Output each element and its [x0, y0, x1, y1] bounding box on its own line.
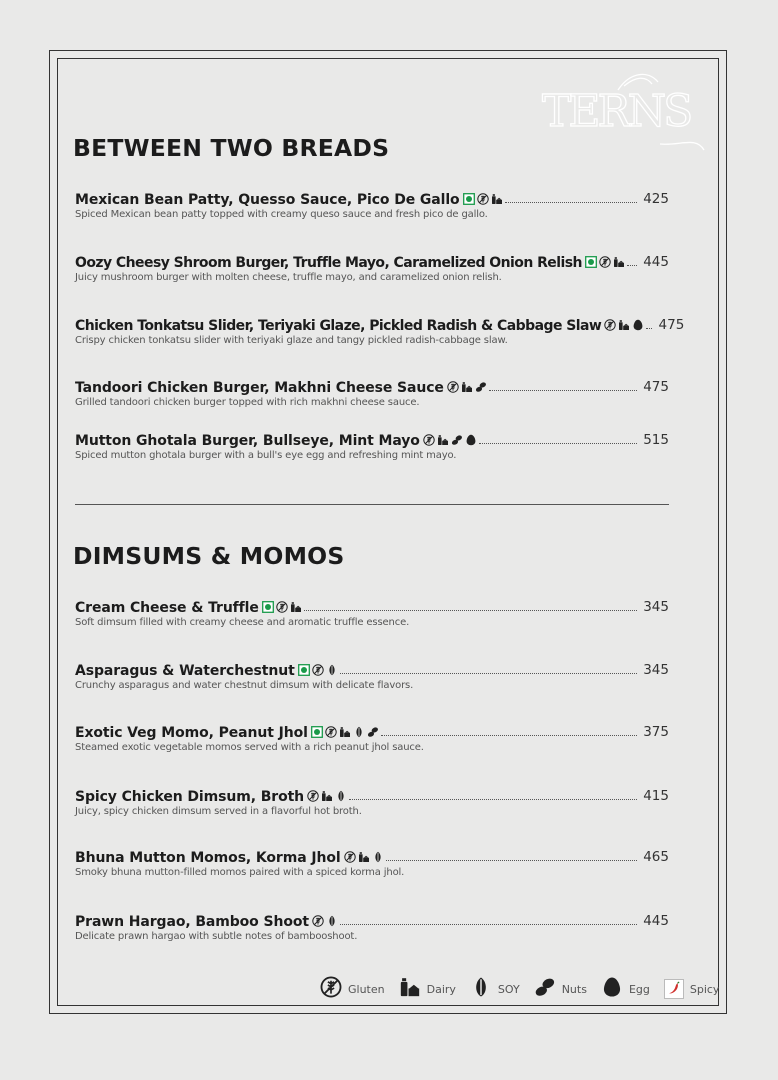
gluten-icon: [423, 434, 435, 446]
soy-icon: [326, 664, 338, 676]
menu-item-description: Juicy, spicy chicken dimsum served in a flavorful hot broth.: [75, 806, 362, 817]
nuts-icon: [367, 726, 379, 738]
menu-item-name: Tandoori Chicken Burger, Makhni Cheese Sauce: [75, 380, 444, 396]
dotted-leader: [489, 390, 637, 391]
allergen-icons: [344, 851, 384, 863]
soy-icon: [470, 976, 492, 1002]
gluten-icon: [325, 726, 337, 738]
legend-label: Nuts: [561, 982, 587, 996]
dairy-icon: [437, 434, 449, 446]
gluten-icon: [447, 381, 459, 393]
gluten-icon: [599, 256, 611, 268]
menu-item: [75, 251, 669, 291]
menu-item-price: 375: [643, 724, 669, 740]
menu-item-description: Spiced mutton ghotala burger with a bull's eye egg and refreshing mint mayo.: [75, 450, 457, 461]
legend-label: Dairy: [426, 982, 456, 996]
dairy-icon: [290, 601, 302, 613]
menu-item-price: 445: [643, 913, 669, 929]
dotted-leader: [340, 924, 637, 925]
menu-item-name: Cream Cheese & Truffle: [75, 600, 259, 616]
legend-label: Spicy: [689, 982, 720, 996]
menu-item-description: Spiced Mexican bean patty topped with creamy queso sauce and fresh pico de gallo.: [75, 209, 488, 220]
menu-item: [75, 785, 669, 825]
nuts-icon: [534, 976, 556, 1002]
section-divider: [75, 504, 669, 505]
menu-item-name: Mexican Bean Patty, Quesso Sauce, Pico De Gallo: [75, 192, 460, 208]
soy-icon: [353, 726, 365, 738]
soy-icon: [335, 790, 347, 802]
menu-item: [75, 376, 669, 416]
terns-logo: [540, 66, 710, 154]
dairy-icon: [461, 381, 473, 393]
menu-item-price: 445: [643, 254, 669, 270]
gluten-icon: [312, 664, 324, 676]
gluten-icon: [320, 976, 342, 1002]
gluten-icon: [276, 601, 288, 613]
egg-icon: [601, 976, 623, 1002]
menu-item: [75, 188, 669, 228]
menu-item-price: 345: [643, 662, 669, 678]
menu-item: [75, 910, 669, 950]
menu-item-description: Smoky bhuna mutton-filled momos paired with a spiced korma jhol.: [75, 867, 405, 878]
veg-icon: [262, 601, 274, 613]
egg-icon: [465, 434, 477, 446]
menu-item-description: Delicate prawn hargao with subtle notes of bambooshoot.: [75, 931, 358, 942]
menu-item-description: Soft dimsum filled with creamy cheese and aromatic truffle essence.: [75, 617, 410, 628]
menu-item-name: Spicy Chicken Dimsum, Broth: [75, 789, 305, 805]
allergen-icons: [447, 381, 487, 393]
veg-icon: [463, 193, 475, 205]
gluten-icon: [477, 193, 489, 205]
menu-item: [75, 846, 669, 886]
dotted-leader: [340, 673, 637, 674]
menu-item-price: 425: [643, 191, 669, 207]
allergen-icons: [307, 790, 347, 802]
menu-item-description: Crunchy asparagus and water chestnut dimsum with delicate flavors.: [75, 680, 414, 691]
nuts-icon: [451, 434, 463, 446]
menu-item-name: Mutton Ghotala Burger, Bullseye, Mint Mayo: [75, 433, 420, 449]
legend-label: Egg: [628, 982, 650, 996]
dairy-icon: [613, 256, 625, 268]
allergen-icons: [585, 256, 625, 268]
menu-item-description: Juicy mushroom burger with molten cheese, truffle mayo, and caramelized onion relish.: [75, 272, 502, 283]
allergen-icons: [262, 601, 302, 613]
nuts-icon: [475, 381, 487, 393]
dairy-icon: [399, 976, 421, 1002]
dairy-icon: [339, 726, 351, 738]
section-title-dimsums: DIMSUMS & MOMOS: [73, 542, 345, 570]
allergen-legend: [320, 976, 727, 1002]
dotted-leader: [381, 735, 637, 736]
dairy-icon: [491, 193, 503, 205]
menu-item-name: Exotic Veg Momo, Peanut Jhol: [75, 725, 308, 741]
allergen-icons: [311, 726, 379, 738]
menu-item-name: Prawn Hargao, Bamboo Shoot: [75, 914, 309, 930]
menu-item: [75, 596, 669, 636]
allergen-icons: [312, 915, 338, 927]
dairy-icon: [618, 319, 630, 331]
dotted-leader: [349, 799, 637, 800]
section-title-breads: BETWEEN TWO BREADS: [73, 134, 390, 162]
menu-item-description: Steamed exotic vegetable momos served with a rich peanut jhol sauce.: [75, 742, 424, 753]
menu-item-price: 345: [643, 599, 669, 615]
dotted-leader: [304, 610, 637, 611]
veg-icon: [585, 256, 597, 268]
dairy-icon: [358, 851, 370, 863]
allergen-icons: [604, 319, 644, 331]
spicy-icon: [664, 979, 684, 999]
gluten-icon: [604, 319, 616, 331]
spicy-icon: [667, 980, 681, 999]
legend-label: Gluten: [348, 982, 385, 996]
legend-spicy: [664, 979, 720, 999]
allergen-icons: [423, 434, 477, 446]
menu-item-price: 415: [643, 788, 669, 804]
menu-item: [75, 721, 669, 761]
gluten-icon: [344, 851, 356, 863]
allergen-icons: [463, 193, 503, 205]
dotted-leader: [479, 443, 637, 444]
logo-text: TERNS: [542, 86, 691, 137]
menu-item-price: 475: [658, 317, 685, 333]
gluten-icon: [307, 790, 319, 802]
dotted-leader: [505, 202, 637, 203]
menu-item-name: Bhuna Mutton Momos, Korma Jhol: [75, 850, 341, 866]
legend-gluten: [320, 976, 385, 1002]
dotted-leader: [386, 860, 637, 861]
dotted-leader: [646, 328, 652, 329]
menu-item: [75, 429, 669, 469]
allergen-icons: [298, 664, 338, 676]
menu-item: [75, 314, 685, 354]
legend-soy: [470, 976, 520, 1002]
menu-item-description: Crispy chicken tonkatsu slider with teriyaki glaze and tangy pickled radish-cabbage slaw.: [75, 335, 508, 346]
gluten-icon: [312, 915, 324, 927]
egg-icon: [632, 319, 644, 331]
legend-label: SOY: [497, 982, 520, 996]
menu-item-price: 515: [643, 432, 669, 448]
dotted-leader: [627, 265, 637, 266]
veg-icon: [311, 726, 323, 738]
soy-icon: [372, 851, 384, 863]
legend-nuts: [534, 976, 587, 1002]
menu-item-name: Chicken Tonkatsu Slider, Teriyaki Glaze, Pickled Radish & Cabbage Slaw: [75, 318, 602, 334]
legend-egg: [601, 976, 650, 1002]
menu-item-price: 475: [643, 379, 669, 395]
menu-item-description: Grilled tandoori chicken burger topped with rich makhni cheese sauce.: [75, 397, 420, 408]
dairy-icon: [321, 790, 333, 802]
menu-item-price: 465: [643, 849, 669, 865]
soy-icon: [326, 915, 338, 927]
menu-item-name: Asparagus & Waterchestnut: [75, 663, 295, 679]
veg-icon: [298, 664, 310, 676]
menu-item: [75, 659, 669, 699]
legend-dairy: [399, 976, 456, 1002]
menu-item-name: Oozy Cheesy Shroom Burger, Truffle Mayo, Caramelized Onion Relish: [75, 255, 582, 271]
